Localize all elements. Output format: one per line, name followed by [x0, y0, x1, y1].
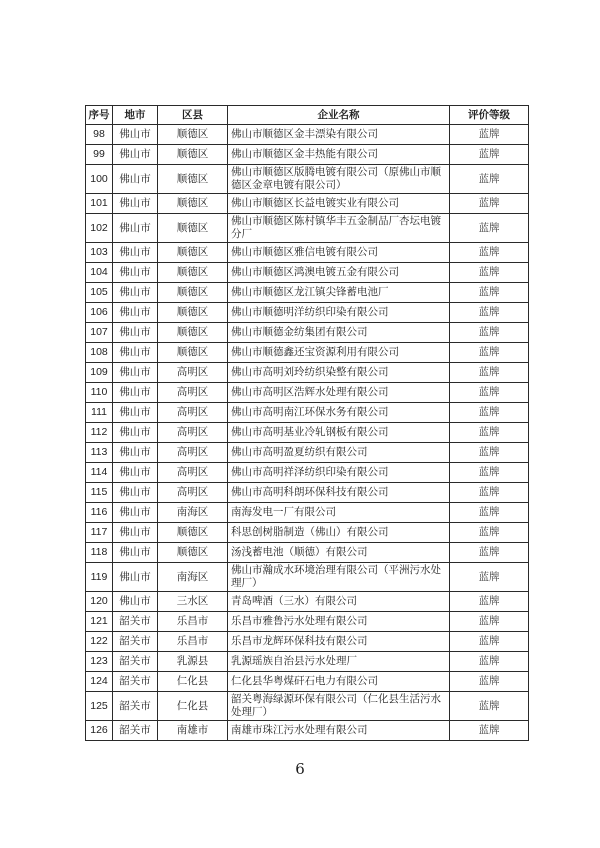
- table-row: [86, 283, 529, 303]
- cell-district: 顺德区: [158, 165, 228, 194]
- table-row: [86, 403, 529, 423]
- cell-rating-grade: 蓝牌: [450, 194, 529, 214]
- cell-city: 佛山市: [113, 423, 158, 443]
- cell-company-name: 仁化县华粤煤矸石电力有限公司: [228, 672, 450, 692]
- cell-district: 顺德区: [158, 303, 228, 323]
- cell-rating-grade: 蓝牌: [450, 343, 529, 363]
- cell-city: 佛山市: [113, 483, 158, 503]
- cell-city: 佛山市: [113, 125, 158, 145]
- table-row: [86, 214, 529, 243]
- cell-rating-grade: 蓝牌: [450, 563, 529, 592]
- cell-rating-grade: 蓝牌: [450, 692, 529, 721]
- table-row: [86, 692, 529, 721]
- cell-district: 高明区: [158, 443, 228, 463]
- cell-serial-number: 118: [86, 543, 113, 563]
- table-row: [86, 194, 529, 214]
- table-header-row: [86, 106, 529, 125]
- header-city: 地市: [113, 106, 158, 125]
- cell-company-name: 佛山市顺德区版腾电镀有限公司（原佛山市顺德区金章电镀有限公司）: [228, 165, 450, 194]
- table-row: [86, 145, 529, 165]
- cell-city: 佛山市: [113, 543, 158, 563]
- cell-company-name: 佛山市顺德区鸿澳电镀五金有限公司: [228, 263, 450, 283]
- cell-city: 佛山市: [113, 363, 158, 383]
- cell-serial-number: 123: [86, 652, 113, 672]
- cell-rating-grade: 蓝牌: [450, 503, 529, 523]
- cell-company-name: 科思创树脂制造（佛山）有限公司: [228, 523, 450, 543]
- cell-rating-grade: 蓝牌: [450, 721, 529, 741]
- table-row: [86, 632, 529, 652]
- cell-district: 顺德区: [158, 125, 228, 145]
- cell-company-name: 佛山市顺德区雅信电镀有限公司: [228, 243, 450, 263]
- cell-company-name: 佛山市顺德区陈村镇华丰五金制品厂杏坛电镀分厂: [228, 214, 450, 243]
- cell-city: 韶关市: [113, 632, 158, 652]
- cell-district: 南海区: [158, 503, 228, 523]
- cell-city: 佛山市: [113, 263, 158, 283]
- cell-rating-grade: 蓝牌: [450, 463, 529, 483]
- cell-serial-number: 108: [86, 343, 113, 363]
- cell-company-name: 乐昌市龙辉环保科技有限公司: [228, 632, 450, 652]
- cell-city: 佛山市: [113, 165, 158, 194]
- cell-serial-number: 98: [86, 125, 113, 145]
- page-number: 6: [295, 760, 305, 778]
- cell-rating-grade: 蓝牌: [450, 145, 529, 165]
- cell-serial-number: 125: [86, 692, 113, 721]
- cell-serial-number: 124: [86, 672, 113, 692]
- cell-serial-number: 99: [86, 145, 113, 165]
- cell-serial-number: 103: [86, 243, 113, 263]
- cell-rating-grade: 蓝牌: [450, 303, 529, 323]
- cell-company-name: 乳源瑶族自治县污水处理厂: [228, 652, 450, 672]
- cell-district: 顺德区: [158, 283, 228, 303]
- cell-company-name: 韶关粤海绿源环保有限公司（仁化县生活污水处理厂）: [228, 692, 450, 721]
- table-row: [86, 483, 529, 503]
- cell-serial-number: 119: [86, 563, 113, 592]
- cell-serial-number: 100: [86, 165, 113, 194]
- table-row: [86, 721, 529, 741]
- cell-company-name: 佛山市高明刘玲纺织染整有限公司: [228, 363, 450, 383]
- cell-company-name: 佛山市高明盈夏纺织有限公司: [228, 443, 450, 463]
- cell-serial-number: 106: [86, 303, 113, 323]
- table-row: [86, 443, 529, 463]
- cell-rating-grade: 蓝牌: [450, 214, 529, 243]
- cell-district: 顺德区: [158, 214, 228, 243]
- cell-company-name: 佛山市高明区浩辉水处理有限公司: [228, 383, 450, 403]
- cell-district: 高明区: [158, 423, 228, 443]
- cell-district: 高明区: [158, 463, 228, 483]
- table-row: [86, 543, 529, 563]
- cell-district: 顺德区: [158, 523, 228, 543]
- cell-district: 乐昌市: [158, 632, 228, 652]
- cell-city: 韶关市: [113, 672, 158, 692]
- cell-serial-number: 121: [86, 612, 113, 632]
- cell-city: 佛山市: [113, 194, 158, 214]
- cell-rating-grade: 蓝牌: [450, 443, 529, 463]
- cell-serial-number: 114: [86, 463, 113, 483]
- cell-city: 佛山市: [113, 463, 158, 483]
- cell-serial-number: 110: [86, 383, 113, 403]
- cell-rating-grade: 蓝牌: [450, 592, 529, 612]
- cell-company-name: 佛山市顺德明洋纺织印染有限公司: [228, 303, 450, 323]
- cell-serial-number: 104: [86, 263, 113, 283]
- cell-rating-grade: 蓝牌: [450, 523, 529, 543]
- cell-city: 韶关市: [113, 612, 158, 632]
- cell-city: 佛山市: [113, 592, 158, 612]
- cell-company-name: 佛山市顺德金纺集团有限公司: [228, 323, 450, 343]
- cell-serial-number: 109: [86, 363, 113, 383]
- cell-city: 佛山市: [113, 343, 158, 363]
- cell-district: 顺德区: [158, 145, 228, 165]
- cell-rating-grade: 蓝牌: [450, 383, 529, 403]
- cell-company-name: 南海发电一厂有限公司: [228, 503, 450, 523]
- table-row: [86, 672, 529, 692]
- table-body: [86, 125, 529, 741]
- cell-rating-grade: 蓝牌: [450, 483, 529, 503]
- table-row: [86, 363, 529, 383]
- cell-serial-number: 105: [86, 283, 113, 303]
- cell-city: 韶关市: [113, 692, 158, 721]
- cell-company-name: 佛山市高明基业冷轧钢板有限公司: [228, 423, 450, 443]
- cell-rating-grade: 蓝牌: [450, 243, 529, 263]
- table-row: [86, 612, 529, 632]
- table-row: [86, 263, 529, 283]
- table-row: [86, 165, 529, 194]
- cell-company-name: 佛山市高明祥泽纺织印染有限公司: [228, 463, 450, 483]
- cell-district: 高明区: [158, 383, 228, 403]
- cell-city: 佛山市: [113, 563, 158, 592]
- cell-serial-number: 120: [86, 592, 113, 612]
- enterprise-rating-table: [85, 105, 529, 741]
- table-row: [86, 383, 529, 403]
- cell-rating-grade: 蓝牌: [450, 323, 529, 343]
- cell-district: 顺德区: [158, 263, 228, 283]
- table-row: [86, 125, 529, 145]
- cell-district: 高明区: [158, 403, 228, 423]
- table-row: [86, 523, 529, 543]
- cell-serial-number: 126: [86, 721, 113, 741]
- cell-district: 乐昌市: [158, 612, 228, 632]
- cell-serial-number: 116: [86, 503, 113, 523]
- table-row: [86, 592, 529, 612]
- cell-serial-number: 111: [86, 403, 113, 423]
- header-serial-number: 序号: [86, 106, 113, 125]
- cell-district: 顺德区: [158, 343, 228, 363]
- cell-city: 韶关市: [113, 721, 158, 741]
- table-row: [86, 303, 529, 323]
- cell-rating-grade: 蓝牌: [450, 672, 529, 692]
- cell-serial-number: 122: [86, 632, 113, 652]
- cell-company-name: 青岛啤酒（三水）有限公司: [228, 592, 450, 612]
- header-company-name: 企业名称: [228, 106, 450, 125]
- cell-rating-grade: 蓝牌: [450, 423, 529, 443]
- table-row: [86, 423, 529, 443]
- cell-rating-grade: 蓝牌: [450, 165, 529, 194]
- cell-district: 顺德区: [158, 323, 228, 343]
- cell-company-name: 佛山市顺德区长益电镀实业有限公司: [228, 194, 450, 214]
- cell-company-name: 佛山市顺德区龙江镇尖锋蓄电池厂: [228, 283, 450, 303]
- cell-rating-grade: 蓝牌: [450, 612, 529, 632]
- cell-city: 佛山市: [113, 145, 158, 165]
- cell-serial-number: 101: [86, 194, 113, 214]
- cell-serial-number: 112: [86, 423, 113, 443]
- cell-district: 南雄市: [158, 721, 228, 741]
- header-rating-grade: 评价等级: [450, 106, 529, 125]
- cell-serial-number: 117: [86, 523, 113, 543]
- cell-company-name: 乐昌市雅鲁污水处理有限公司: [228, 612, 450, 632]
- cell-district: 顺德区: [158, 243, 228, 263]
- cell-district: 南海区: [158, 563, 228, 592]
- cell-district: 三水区: [158, 592, 228, 612]
- table-row: [86, 563, 529, 592]
- cell-city: 佛山市: [113, 443, 158, 463]
- cell-rating-grade: 蓝牌: [450, 283, 529, 303]
- cell-serial-number: 115: [86, 483, 113, 503]
- cell-rating-grade: 蓝牌: [450, 403, 529, 423]
- cell-city: 佛山市: [113, 523, 158, 543]
- cell-district: 乳源县: [158, 652, 228, 672]
- cell-company-name: 佛山市高明科朗环保科技有限公司: [228, 483, 450, 503]
- cell-company-name: 南雄市珠江污水处理有限公司: [228, 721, 450, 741]
- cell-city: 佛山市: [113, 243, 158, 263]
- table-row: [86, 343, 529, 363]
- cell-company-name: 佛山市高明南江环保水务有限公司: [228, 403, 450, 423]
- table-row: [86, 652, 529, 672]
- cell-city: 韶关市: [113, 652, 158, 672]
- cell-rating-grade: 蓝牌: [450, 125, 529, 145]
- cell-city: 佛山市: [113, 303, 158, 323]
- table-row: [86, 503, 529, 523]
- cell-rating-grade: 蓝牌: [450, 543, 529, 563]
- cell-rating-grade: 蓝牌: [450, 652, 529, 672]
- cell-serial-number: 107: [86, 323, 113, 343]
- cell-district: 高明区: [158, 483, 228, 503]
- cell-district: 仁化县: [158, 692, 228, 721]
- cell-serial-number: 113: [86, 443, 113, 463]
- cell-district: 仁化县: [158, 672, 228, 692]
- table-row: [86, 463, 529, 483]
- cell-district: 顺德区: [158, 194, 228, 214]
- cell-company-name: 佛山市瀚成水环境治理有限公司（平洲污水处理厂）: [228, 563, 450, 592]
- cell-company-name: 汤浅蓄电池（顺德）有限公司: [228, 543, 450, 563]
- cell-serial-number: 102: [86, 214, 113, 243]
- cell-rating-grade: 蓝牌: [450, 363, 529, 383]
- cell-company-name: 佛山市顺德区金丰漂染有限公司: [228, 125, 450, 145]
- cell-city: 佛山市: [113, 503, 158, 523]
- cell-city: 佛山市: [113, 214, 158, 243]
- cell-city: 佛山市: [113, 323, 158, 343]
- table-row: [86, 323, 529, 343]
- cell-city: 佛山市: [113, 383, 158, 403]
- table-row: [86, 243, 529, 263]
- cell-company-name: 佛山市顺德鑫还宝资源利用有限公司: [228, 343, 450, 363]
- cell-district: 高明区: [158, 363, 228, 383]
- cell-rating-grade: 蓝牌: [450, 632, 529, 652]
- cell-rating-grade: 蓝牌: [450, 263, 529, 283]
- cell-city: 佛山市: [113, 283, 158, 303]
- cell-district: 顺德区: [158, 543, 228, 563]
- header-district: 区县: [158, 106, 228, 125]
- cell-city: 佛山市: [113, 403, 158, 423]
- cell-company-name: 佛山市顺德区金丰热能有限公司: [228, 145, 450, 165]
